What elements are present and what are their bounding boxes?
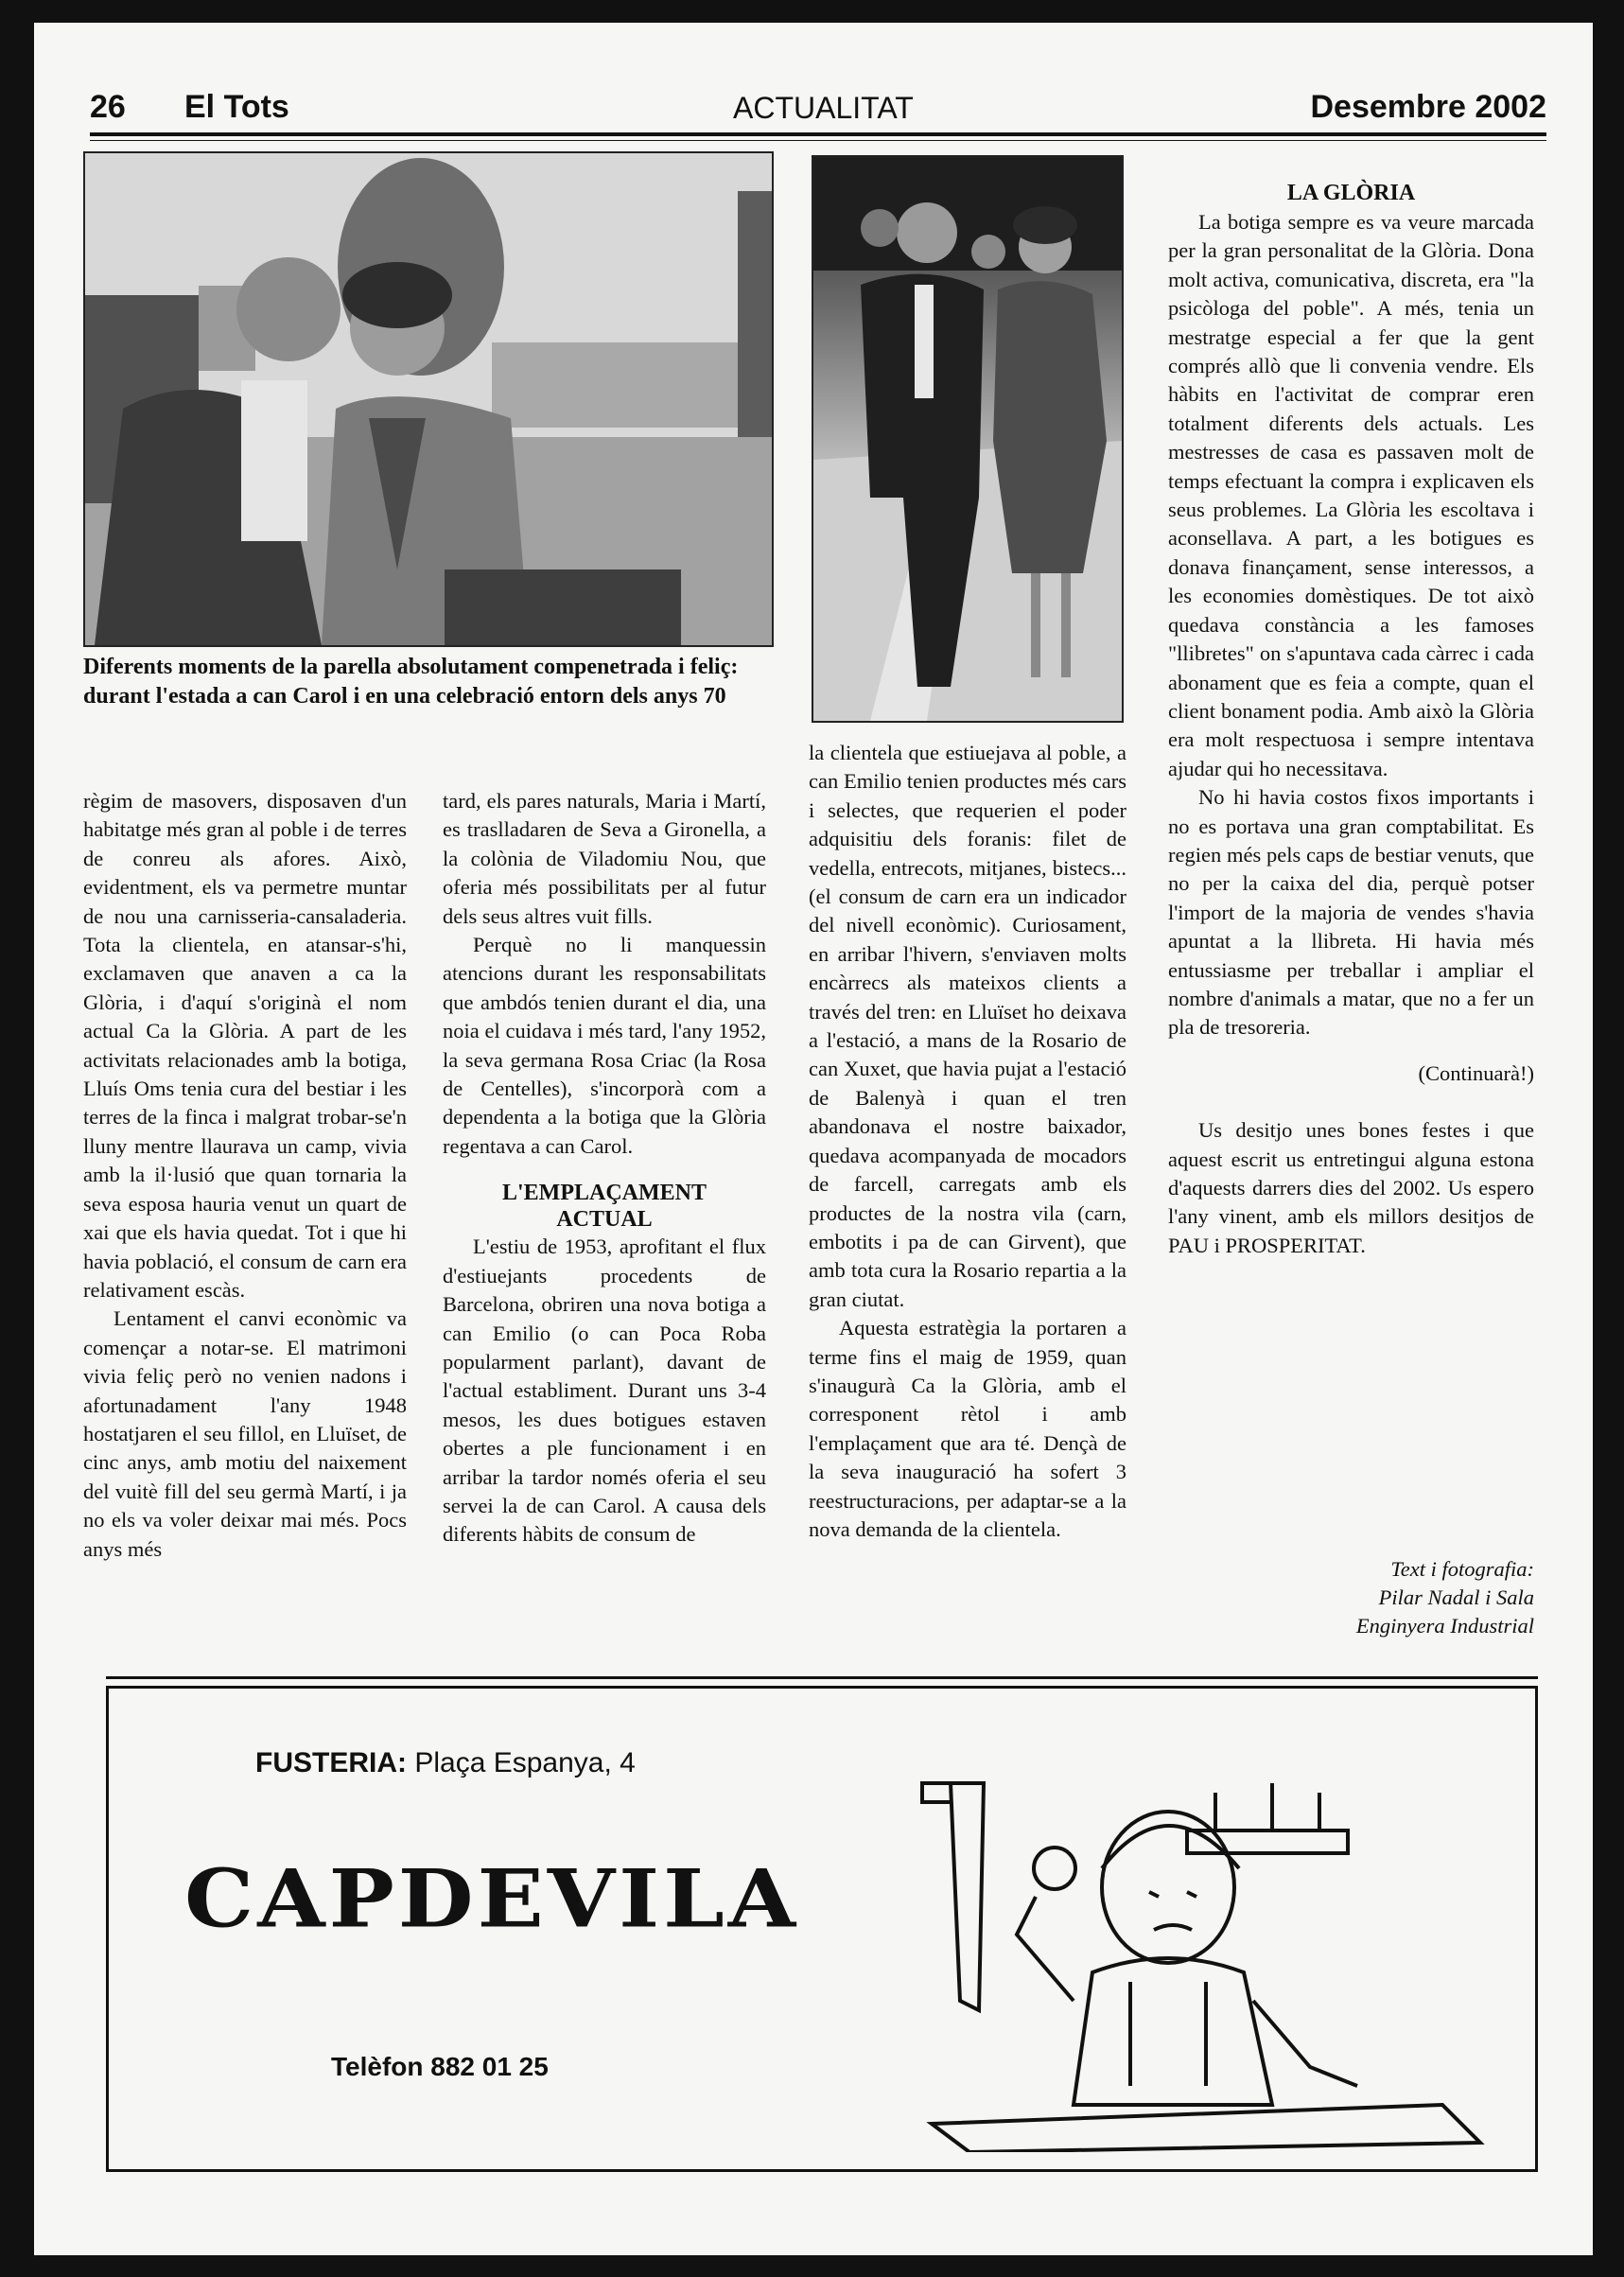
ad-brand: CAPDEVILA — [184, 1851, 800, 1946]
signature-credit: Text i fotografia: — [1390, 1557, 1534, 1581]
carpenter-illustration-icon — [913, 1726, 1490, 2152]
paragraph: No hi havia costos fixos importants i no es portava una gran comptabilitat. Es regien més pels caps de bestiar venuts, que no per la caixa del dia, perquè potser l'import de la majoria de vendes s'havia apuntat a la llibreta. Hi havia més entussiasme per treballar i ampliar el nombre d'animals a matar, que no a fer un pla de tresoreria. — [1168, 785, 1534, 1040]
article-column-2 — [443, 787, 766, 1550]
article-column-3 — [809, 739, 1126, 1544]
couple-photo-walking — [812, 155, 1124, 723]
header-rule-thin — [90, 140, 1546, 141]
article-column-4 — [1168, 180, 1534, 1260]
paragraph: La botiga sempre es va veure marcada per la gran personalitat de la Glòria. Dona molt activa, comunicativa, discreta, era "la psicòloga del poble". A més, tenia un mestratge especial a fer que la gent comprés allò que li convenia vendre. Els hàbits en l'activitat de comprar eren totalment diferents dels actuals. Les mestresses de casa es passaven molt de temps efectuant la compra i explicaven els seus problemes. La Glòria les escoltava i aconsellava. A part, a les botigues es donava finançament, sense interessos, a les economies domèstiques. De tot això quedava constància a les famoses "llibretes" on s'apuntava cada càrrec i cada abonament que es feia a compte, quan el client bonament podia. Amb això la Glòria era molt respectuosa i sempre intentava ajudar qui ho necessitava. — [1168, 210, 1534, 780]
signature-name: Pilar Nadal i Sala — [1378, 1585, 1534, 1609]
advertisement-box — [106, 1686, 1538, 2172]
paragraph: tard, els pares naturals, Maria i Martí, es traslladaren de Seva a Gironella, a la colònia de Viladomiu Nou, que oferia més possibilitats per al futur dels seus altres vuit fills. — [443, 789, 766, 928]
ad-address — [255, 1747, 636, 1779]
paragraph: la clientela que estiuejava al poble, a can Emilio tenien productes més cars i selectes, que requerien el poder adquisitiu dels foranis: filet de vedella, entrecots, mitjanes, bistecs... (el consum de carn era un indicador del nivell econòmic). Curiosament, en arribar l'hivern, s'enviaven molts encàrrecs als mateixos clients a través del tren: en Lluïset ho deixava a l'estació, a mans de la Rosario de can Xuxet, que havia pujat a l'estació de Balenyà i quan el tren abandonava el nostre baixador, quedava acompanyada de mocadors de farcell, carregats amb els productes de la nostra vila (carn, embotits i pa de can Girvent), que amb tota cura la Rosario repartia a la gran ciutat. — [809, 741, 1126, 1311]
issue-date: Desembre 2002 — [1310, 89, 1546, 125]
closing-paragraph: Us desitjo unes bones festes i que aquest escrit us entretingui alguna estona d'aquests darrers dies del 2002. Us espero l'any vinent, amb els millors desitjos de PAU i PROSPERITAT. — [1168, 1118, 1534, 1257]
page-number: 26 — [90, 89, 126, 125]
ad-top-rule — [106, 1676, 1538, 1679]
page-header — [90, 66, 1546, 132]
paragraph: Lentament el canvi econòmic va començar a notar-se. El matrimoni vivia feliç però no venien nadons i afortunadament l'any 1948 hostatjaren el seu fillol, en Lluïset, de cinc anys, amb motiu del naixement del vuitè fill del seu germà Martí, i ja no els va voler deixar mai més. Pocs anys més — [83, 1306, 407, 1561]
ad-street: Plaça Espanya, 4 — [414, 1747, 636, 1778]
paragraph: L'estiu de 1953, aprofitant el flux d'estiuejants procedents de Barcelona, obriren una nova botiga a can Emilio (o can Poca Roba popularment parlant), davant de l'actual establiment. Durant uns 3-4 mesos, les dues botigues estaven obertes a ple funcionament i en arribar la tardor només oferia el seu servei la de can Carol. A causa dels diferents hàbits de consum de — [443, 1235, 766, 1547]
signature-title: Enginyera Industrial — [1355, 1614, 1534, 1638]
section-title: ACTUALITAT — [733, 91, 914, 125]
couple-photo-outdoors — [83, 151, 774, 647]
paragraph: Aquesta estratègia la portaren a terme fins el maig de 1959, quan s'inaugurà Ca la Glòria, amb el corresponent rètol i amb l'emplaçament que ara té. Dençà de la seva inauguració ha sofert 3 reestructuracions, per adaptar-se a la nova demanda de la clientela. — [809, 1316, 1126, 1541]
paragraph: Perquè no li manquessin atencions durant les responsabilitats que ambdós tenien durant el dia, una noia el cuidava i més tard, l'any 1952, la seva germana Rosa Criac (la Rosa de Centelles), s'incorporà com a dependenta a la botiga que la Glòria regentava a can Carol. — [443, 933, 766, 1158]
continued-note: (Continuarà!) — [1418, 1060, 1534, 1085]
paragraph: règim de masovers, disposaven d'un habitatge més gran al poble i de terres de conreu als afores. Això, evidentment, els va permetre muntar de nou una carnisseria-cansaladeria. Tota la clientela, en atansar-s'hi, exclamaven que anaven a ca la Glòria, i d'aquí s'originà el nom actual Ca la Glòria. A part de les activitats relacionades amb la botiga, Lluís Oms tenia cura del bestiar i les terres de la finca i malgrat trobar-se'n lluny mentre llaurava un camp, vivia amb la il·lusió que quan tornaria la seva esposa hauria venut un quart de xai que els havia quedat. Tot i que hi havia població, el consum de carn era relativament escàs. — [83, 789, 407, 1302]
ad-phone: Telèfon 882 01 25 — [331, 2052, 549, 2081]
section-heading-emplacament: L'EMPLAÇAMENT ACTUAL — [502, 1181, 707, 1233]
photo-caption: Diferents moments de la parella absolutament compenetrada i feliç: durant l'estada a can Carol i en una celebració entorn dels anys 70 — [83, 655, 739, 709]
magazine-title: El Tots — [184, 89, 289, 125]
header-rule — [90, 132, 1546, 136]
section-heading-gloria: LA GLÒRIA — [1286, 181, 1416, 205]
article-column-1 — [83, 787, 407, 1564]
ad-label: FUSTERIA: — [255, 1747, 407, 1778]
author-signature — [1168, 1555, 1534, 1640]
